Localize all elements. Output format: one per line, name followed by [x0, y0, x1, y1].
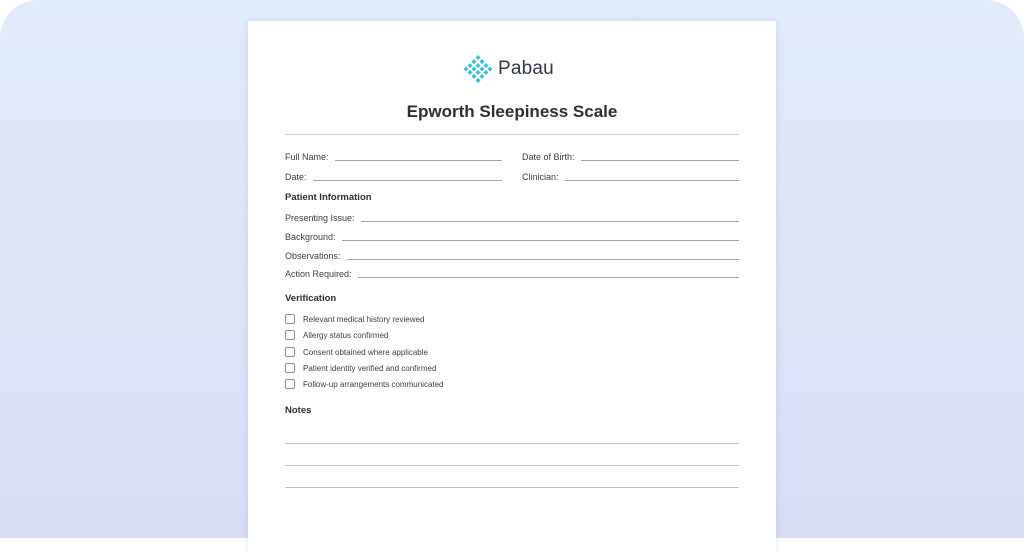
checkbox-label: Relevant medical history reviewed — [303, 314, 425, 324]
date-of-birth-label: Date of Birth: — [522, 152, 575, 162]
presenting-issue-field[interactable] — [285, 212, 739, 224]
verification-item-medical-history[interactable] — [285, 313, 424, 325]
date-label: Date: — [285, 172, 307, 182]
checkbox-label: Consent obtained where applicable — [303, 347, 428, 357]
background-field[interactable] — [285, 231, 739, 243]
verification-item-follow-up[interactable] — [285, 378, 444, 390]
patient-information-heading: Patient Information — [285, 192, 372, 203]
observations-input-line[interactable] — [347, 259, 739, 260]
verification-heading: Verification — [285, 293, 337, 304]
form-title: Epworth Sleepiness Scale — [406, 102, 618, 121]
action-required-label: Action Required: — [285, 269, 352, 279]
checkbox-label: Patient identity verified and confirmed — [303, 363, 437, 373]
presenting-issue-label: Presenting Issue: — [285, 213, 355, 223]
background-input-line[interactable] — [342, 240, 739, 241]
action-required-input-line[interactable] — [358, 277, 739, 278]
date-input-line[interactable] — [313, 180, 502, 181]
notes-line[interactable] — [285, 443, 739, 444]
date-field[interactable] — [285, 171, 502, 183]
checkbox[interactable] — [285, 314, 295, 324]
checkbox-label: Allergy status confirmed — [303, 330, 389, 340]
full-name-label: Full Name: — [285, 152, 329, 162]
full-name-field[interactable] — [285, 151, 502, 163]
presenting-issue-input-line[interactable] — [361, 221, 739, 222]
checkbox[interactable] — [285, 330, 295, 340]
checkbox[interactable] — [285, 363, 295, 373]
date-of-birth-input-line[interactable] — [581, 160, 739, 161]
action-required-field[interactable] — [285, 268, 739, 280]
brand-logo — [464, 55, 554, 83]
notes-line[interactable] — [285, 465, 739, 466]
notes-heading: Notes — [285, 405, 312, 416]
title-divider — [285, 134, 739, 135]
notes-line[interactable] — [285, 487, 739, 488]
pabau-diamond-icon — [464, 55, 492, 83]
observations-label: Observations: — [285, 251, 341, 261]
clinician-label: Clinician: — [522, 172, 559, 182]
checkbox[interactable] — [285, 347, 295, 357]
checkbox-label: Follow-up arrangements communicated — [303, 379, 444, 389]
clinician-field[interactable] — [522, 171, 739, 183]
checkbox[interactable] — [285, 379, 295, 389]
date-of-birth-field[interactable] — [522, 151, 739, 163]
clinician-input-line[interactable] — [565, 180, 739, 181]
verification-item-allergy-status[interactable] — [285, 329, 388, 341]
form-sheet — [248, 21, 776, 551]
observations-field[interactable] — [285, 250, 739, 262]
full-name-input-line[interactable] — [335, 160, 502, 161]
verification-item-identity[interactable] — [285, 362, 436, 374]
brand-name: Pabau — [498, 58, 554, 79]
background-label: Background: — [285, 232, 336, 242]
verification-item-consent[interactable] — [285, 346, 428, 358]
